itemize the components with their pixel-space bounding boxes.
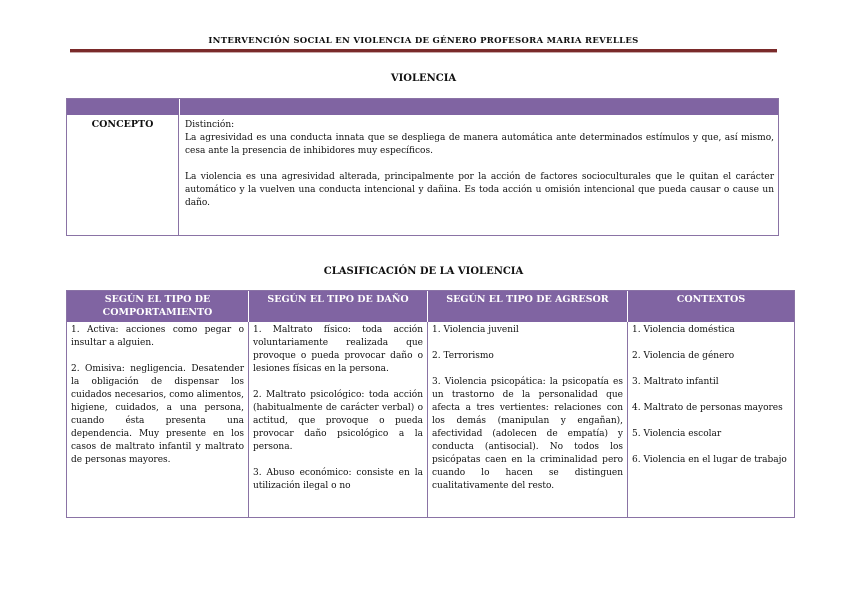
- list-item: 3. Violencia psicopática: la psicopatía es un trastorno de la personalidad que afecta a tres vertientes: relaciones con los demás (manipulan y engañan), afectividad (adolecen de empatía) y conducta (antisocial). No todos los psicópatas caen en la criminalidad pero cuando lo hacen se distinguen cualitativamente del resto.: [432, 377, 623, 491]
- classification-table-row: [67, 322, 794, 517]
- list-item: 1. Violencia juvenil: [432, 325, 519, 335]
- list-item: 5. Violencia escolar: [632, 429, 722, 439]
- list-item: 2. Terrorismo: [432, 351, 494, 361]
- list-item: 2. Omisiva: negligencia. Desatender la obligación de dispensar los cuidados necesarios, como alimentos, higiene, cuidados, a una persona, cuando ésta presenta una dependencia. Muy presente en los casos de maltrato infantil y maltrato de personas mayores.: [71, 364, 244, 465]
- list-item: 4. Maltrato de personas mayores: [632, 403, 783, 413]
- column-cell-aggressor: [428, 322, 628, 517]
- list-item: 1. Maltrato físico: toda acción voluntariamente realizada que provoque o pueda provocar daño o lesiones físicas en la persona.: [253, 325, 423, 374]
- column-cell-contexts: [628, 322, 794, 517]
- list-item: 2. Violencia de género: [632, 351, 735, 361]
- document-title: VIOLENCIA: [390, 73, 457, 84]
- column-header-aggressor: SEGÚN EL TIPO DE AGRESOR: [428, 291, 628, 322]
- column-header-behavior: SEGÚN EL TIPO DE COMPORTAMIENTO: [67, 291, 249, 322]
- concept-intro: Distinción:: [185, 120, 235, 130]
- classification-table: [66, 290, 795, 518]
- concept-content: [179, 115, 778, 235]
- list-item: 6. Violencia en el lugar de trabajo: [632, 455, 787, 465]
- concept-table: [66, 98, 779, 236]
- document-header: INTERVENCIÓN SOCIAL EN VIOLENCIA DE GÉNERO PROFESORA MARIA REVELLES: [208, 36, 639, 46]
- list-item: 3. Abuso económico: consiste en la utilización ilegal o no: [253, 468, 423, 491]
- concept-table-header-bar: [67, 99, 778, 115]
- concept-table-row: [67, 115, 778, 235]
- classification-table-header: [67, 291, 794, 322]
- list-item: 1. Violencia doméstica: [632, 325, 735, 335]
- list-item: 2. Maltrato psicológico: toda acción (habitualmente de carácter verbal) o actitud, que provoque o pueda provocar daño psicológico a la persona.: [253, 390, 423, 452]
- column-header-damage: SEGÚN EL TIPO DE DAÑO: [249, 291, 428, 322]
- classification-title: CLASIFICACIÓN DE LA VIOLENCIA: [323, 266, 524, 277]
- column-header-contexts: CONTEXTOS: [676, 294, 746, 305]
- column-cell-behavior: [67, 322, 249, 517]
- column-cell-damage: [249, 322, 428, 517]
- concept-header-cell-left: [67, 99, 180, 115]
- concept-paragraph-aggression: La agresividad es una conducta innata que se despliega de manera automática ante determinados estímulos y que, así mismo, cesa ante la presencia de inhibidores muy específicos.: [185, 133, 774, 156]
- list-item: 1. Activa: acciones como pegar o insultar a alguien.: [71, 325, 244, 348]
- concept-paragraph-violence: La violencia es una agresividad alterada, principalmente por la acción de factores socioculturales que le quitan el carácter automático y la vuelven una conducta intencional y dañina. Es toda acción u omisión intencional que pueda causar o cause un daño.: [185, 172, 774, 208]
- concept-label: CONCEPTO: [67, 115, 179, 235]
- list-item: 3. Maltrato infantil: [632, 377, 719, 387]
- header-rule: [70, 49, 777, 53]
